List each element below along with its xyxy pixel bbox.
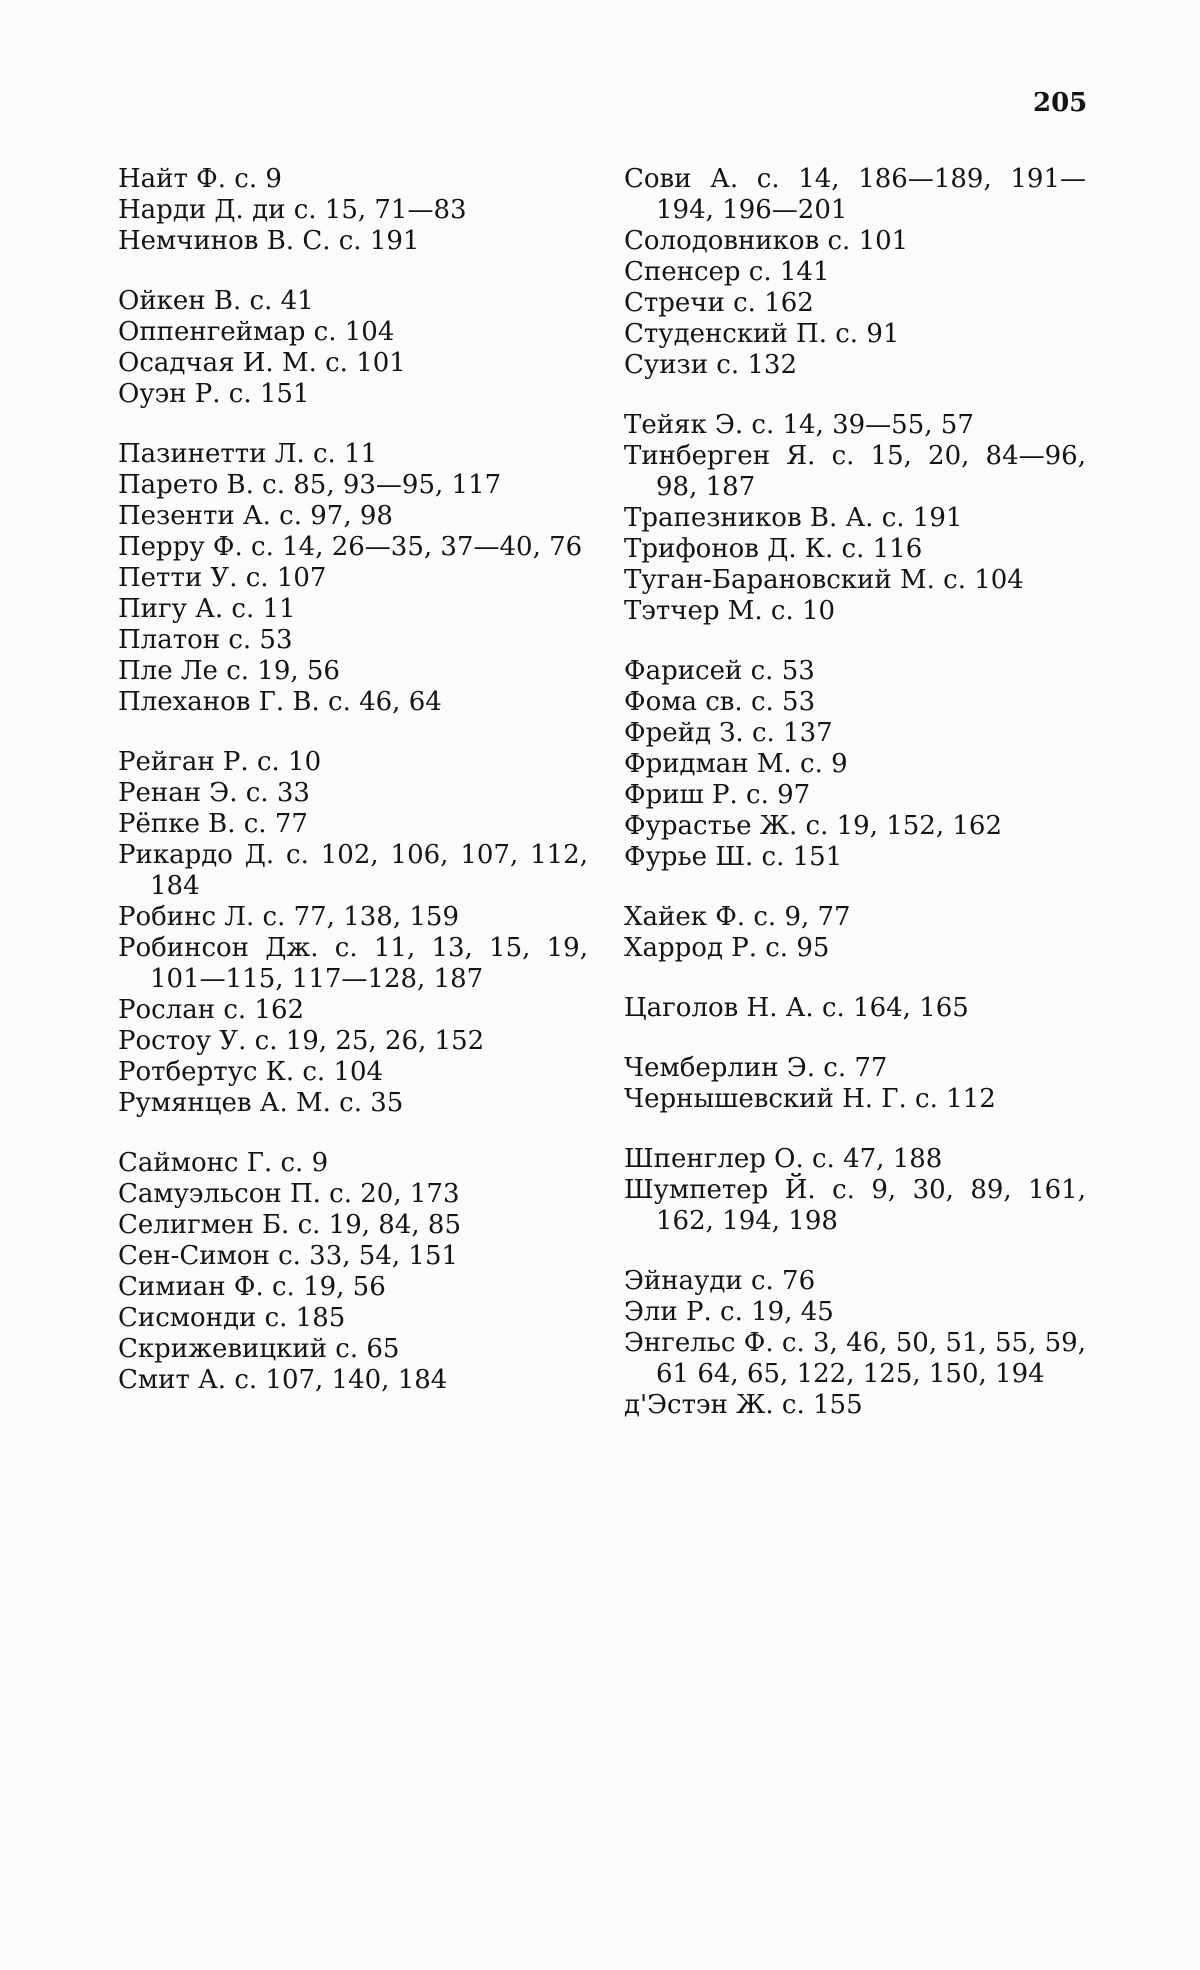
index-entry: Сови А. с. 14, 186—189, 191—194, 196—201 [624, 164, 1086, 225]
index-entry: Парето В. с. 85, 93—95, 117 [118, 470, 502, 500]
index-letter-group [624, 1266, 1086, 1421]
index-entry: Тинберген Я. с. 15, 20, 84—96, 98, 187 [624, 441, 1086, 502]
index-entry: Цаголов Н. А. с. 164, 165 [624, 993, 969, 1023]
index-entry: Перру Ф. с. 14, 26—35, 37—40, 76 [118, 532, 583, 562]
index-entry: Энгельс Ф. с. 3, 46, 50, 51, 55, 59, 61 64, 65, 122, 125, 150, 194 [624, 1328, 1086, 1389]
index-entry: Сен-Симон с. 33, 54, 151 [118, 1241, 459, 1271]
index-entry: Трапезников В. А. с. 191 [624, 503, 963, 533]
index-entry: Суизи с. 132 [624, 350, 798, 380]
index-entry: Фома св. с. 53 [624, 687, 816, 717]
index-letter-group [118, 1148, 588, 1396]
index-entry: Шпенглер О. с. 47, 188 [624, 1144, 943, 1174]
index-entry: Ростоу У. с. 19, 25, 26, 152 [118, 1026, 485, 1056]
index-entry: Робинсон Дж. с. 11, 13, 15, 19, 101—115, 117—128, 187 [118, 933, 588, 994]
index-column-right [624, 164, 1086, 1450]
index-letter-group [624, 656, 1086, 873]
index-entry: Ренан Э. с. 33 [118, 778, 310, 808]
index-entry: Харрод Р. с. 95 [624, 933, 830, 963]
index-entry: Пезенти А. с. 97, 98 [118, 501, 393, 531]
index-entry: Саймонс Г. с. 9 [118, 1148, 329, 1178]
index-entry: Солодовников с. 101 [624, 226, 909, 256]
index-entry: Спенсер с. 141 [624, 257, 830, 287]
index-entry: Робинс Л. с. 77, 138, 159 [118, 902, 459, 932]
index-entry: Нарди Д. ди с. 15, 71—83 [118, 195, 467, 225]
index-entry: Фурастье Ж. с. 19, 152, 162 [624, 811, 1003, 841]
index-entry: Плеханов Г. В. с. 46, 64 [118, 687, 442, 717]
index-entry: Осадчая И. М. с. 101 [118, 348, 406, 378]
index-letter-group [624, 902, 1086, 964]
index-letter-group [118, 164, 588, 257]
index-letter-group [118, 747, 588, 1119]
index-entry: Хайек Ф. с. 9, 77 [624, 902, 851, 932]
index-entry: Петти У. с. 107 [118, 563, 327, 593]
index-entry: Чернышевский Н. Г. с. 112 [624, 1084, 996, 1114]
index-entry: Туган-Барановский М. с. 104 [624, 565, 1024, 595]
index-column-left [118, 164, 588, 1425]
index-entry: Тейяк Э. с. 14, 39—55, 57 [624, 410, 974, 440]
index-entry: Пазинетти Л. с. 11 [118, 439, 378, 469]
index-entry: Сисмонди с. 185 [118, 1303, 346, 1333]
index-entry: д'Эстэн Ж. с. 155 [624, 1390, 863, 1420]
index-entry: Ротбертус К. с. 104 [118, 1057, 384, 1087]
index-entry: Симиан Ф. с. 19, 56 [118, 1272, 386, 1302]
page-number: 205 [1033, 88, 1088, 118]
index-letter-group [624, 1053, 1086, 1115]
index-entry: Фридман М. с. 9 [624, 749, 848, 779]
index-entry: Немчинов В. С. с. 191 [118, 226, 420, 256]
index-entry: Скрижевицкий с. 65 [118, 1334, 400, 1364]
index-entry: Румянцев А. М. с. 35 [118, 1088, 404, 1118]
index-entry: Рикардо Д. с. 102, 106, 107, 112, 184 [118, 840, 588, 901]
index-letter-group [118, 286, 588, 410]
index-entry: Эли Р. с. 19, 45 [624, 1297, 834, 1327]
index-entry: Фрейд З. с. 137 [624, 718, 833, 748]
index-entry: Рёпке В. с. 77 [118, 809, 308, 839]
index-entry: Селигмен Б. с. 19, 84, 85 [118, 1210, 461, 1240]
index-entry: Шумпетер Й. с. 9, 30, 89, 161, 162, 194, 198 [624, 1175, 1086, 1236]
index-letter-group [624, 410, 1086, 627]
index-entry: Фриш Р. с. 97 [624, 780, 811, 810]
index-letter-group [118, 439, 588, 718]
index-entry: Смит А. с. 107, 140, 184 [118, 1365, 448, 1395]
index-entry: Найт Ф. с. 9 [118, 164, 282, 194]
index-entry: Ойкен В. с. 41 [118, 286, 314, 316]
index-entry: Рейган Р. с. 10 [118, 747, 322, 777]
index-entry: Тэтчер М. с. 10 [624, 596, 836, 626]
index-entry: Фарисей с. 53 [624, 656, 815, 686]
index-entry: Фурье Ш. с. 151 [624, 842, 843, 872]
index-letter-group [624, 164, 1086, 381]
index-entry: Чемберлин Э. с. 77 [624, 1053, 888, 1083]
index-entry: Пигу А. с. 11 [118, 594, 296, 624]
index-entry: Студенский П. с. 91 [624, 319, 900, 349]
index-entry: Оппенгеймар с. 104 [118, 317, 395, 347]
index-entry: Пле Ле с. 19, 56 [118, 656, 340, 686]
index-entry: Стречи с. 162 [624, 288, 814, 318]
index-entry: Трифонов Д. К. с. 116 [624, 534, 923, 564]
index-entry: Платон с. 53 [118, 625, 293, 655]
index-entry: Оуэн Р. с. 151 [118, 379, 310, 409]
index-entry: Эйнауди с. 76 [624, 1266, 816, 1296]
index-entry: Рослан с. 162 [118, 995, 305, 1025]
index-entry: Самуэльсон П. с. 20, 173 [118, 1179, 460, 1209]
index-letter-group [624, 1144, 1086, 1237]
index-letter-group [624, 993, 1086, 1024]
